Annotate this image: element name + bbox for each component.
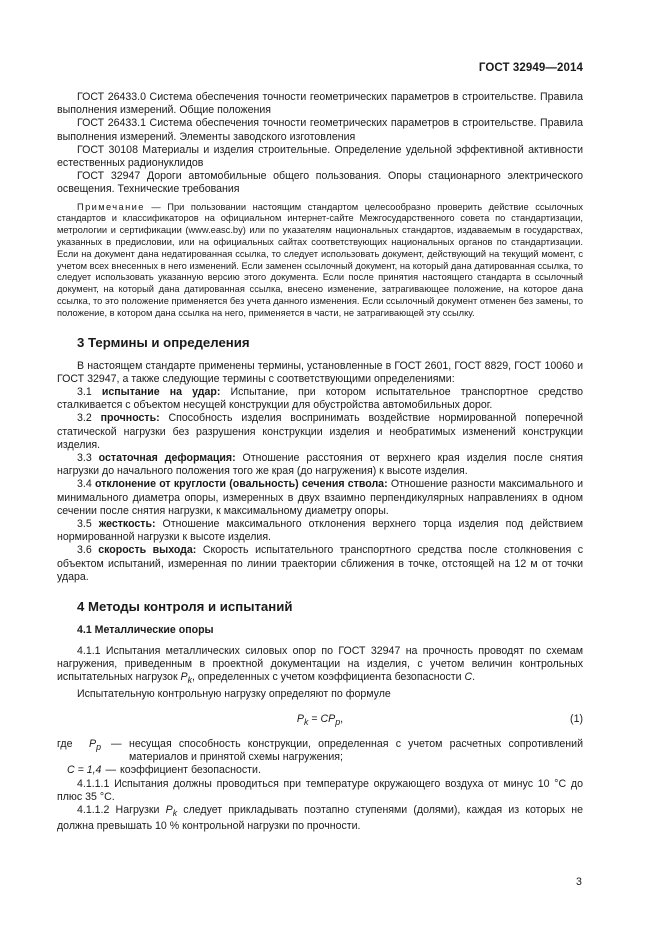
where-row (57, 764, 583, 777)
reference-item: ГОСТ 30108 Материалы и изделия строительные. Определение удельной эффективной активности естественных радионуклидов (57, 143, 583, 170)
reference-item: ГОСТ 32947 Дороги автомобильные общего пользования. Опоры стационарного электрического освещения. Технические требования (57, 170, 583, 196)
formula-subscript: p (335, 717, 341, 728)
term-text: Способность изделия воспринимать воздействие нормированной поперечной статической нагрузки без разрушения конструкции изделия и необратимых изменений конструкции изделия. (57, 412, 583, 451)
clause-text: . (472, 671, 476, 684)
clause-text: , определенных с учетом коэффициента безопасности (192, 671, 465, 684)
formula-intro: Испытательную контрольную нагрузку определяют по формуле (77, 687, 391, 700)
term-number: 3.1 (77, 386, 102, 398)
where-dash: — (111, 737, 122, 750)
where-text: несущая способность конструкции, определенная с учетом расчетных сопротивлений материалов и принятой схемы нагружения; (129, 737, 583, 764)
where-row (57, 738, 583, 764)
term-number: 3.5 (77, 518, 99, 531)
formula-symbol: P (296, 712, 304, 725)
formula-operator: = (308, 712, 321, 725)
term-number: 3.6 (77, 544, 99, 557)
clause-4-1-1-2 (57, 804, 583, 834)
term-definition (57, 452, 583, 478)
where-word: где (57, 737, 73, 750)
subsection-heading-metal-supports: 4.1 Металлические опоры (77, 624, 214, 637)
term-name: прочность: (100, 412, 160, 425)
clause-4-1-1-1: 4.1.1.1 Испытания должны проводиться при температуре окружающего воздуха от минус 10 °С до плюс 35 °С. (57, 777, 583, 803)
symbol: C (464, 671, 473, 684)
term-name: испытание на удар: (101, 386, 221, 398)
term-name: жесткость: (98, 518, 156, 531)
where-dash: — (105, 764, 117, 777)
symbol: C = 1,4 (67, 764, 102, 777)
note-label: Примечание (77, 201, 145, 212)
term-text: Скорость испытательного транспортного средства после столкновения с объектом испытаний, измеренная по линии траектории сближения в точке, отстоящей на 12 м от точки удара. (57, 544, 583, 583)
page-number: 3 (576, 876, 582, 888)
term-definition (57, 386, 583, 412)
symbol-subscript: k (172, 808, 178, 819)
term-text: Отношение максимального отклонения верхнего торца изделия под действием нормированной нагрузки к высоте изделия. (57, 518, 584, 544)
term-definition (57, 518, 583, 544)
term-name: отклонение от круглости (овальность) сечения ствола: (94, 478, 388, 491)
note-text: — При пользовании настоящим стандартом целесообразно проверить действие ссылочных стандартов и классификаторов на официальном интернет-сайте Межгосударственного совета по стандартизации, метрологии и сертификации (www.easc.by) или по указателям национальных стандартов, издаваемым в государствах, указанных в предисловии, или на официальных сайтах соответствующих национальных органов по стандартизации. Если на документ дана недатированная ссылка, то следует использовать документ, действующий на текущий момент, с учетом всех внесенных в него изменений. Если заменен ссылочный документ, на который дана датированная ссылка, то следует использовать указанную версию этого документа. Если после принятия настоящего стандарта в ссылочный документ, на который дана датированная ссылка, внесено изменение, затрагивающее положение, на которое дана ссылка, то это положение применяется без учета данного изменения. Если ссылочный документ отменен без замены, то положение, в котором дана ссылка на него, применяется в части, не затрагивающей эту ссылку. (57, 201, 583, 318)
formula-punctuation: , (340, 712, 344, 725)
symbol-subscript: k (187, 675, 193, 686)
symbol-subscript: p (96, 742, 101, 753)
formula-symbol: CP (320, 712, 336, 725)
section-intro: В настоящем стандарте применены термины, установленные в ГОСТ 2601, ГОСТ 8829, ГОСТ 10060 и ГОСТ 32947, а также следующие термины с соответствующими определениями: (57, 359, 583, 385)
note-block (57, 202, 583, 320)
term-text: Отношение разности максимального и минимального диаметра опоры, измеренных в двух взаимно перпендикулярных направлениях в одном сечении после снятия нагрузки, к максимальному диаметру опоры. (57, 478, 583, 517)
document-code-header: ГОСТ 32949—2014 (478, 62, 583, 74)
formula-number: (1) (570, 712, 583, 725)
page-content (57, 91, 583, 834)
term-name: скорость выхода: (98, 544, 197, 557)
section-heading-terms: 3 Термины и определения (77, 334, 250, 350)
formula-subscript: k (303, 717, 309, 728)
symbol: P (180, 671, 188, 684)
symbol: P (165, 803, 173, 816)
where-symbol (89, 738, 111, 764)
where-text: коэффициент безопасности. (120, 764, 261, 777)
term-number: 3.4 (77, 478, 95, 491)
term-definition (57, 412, 583, 452)
term-name: остаточная деформация: (98, 452, 236, 465)
clause-text: 4.1.1 Испытания металлических силовых опор по ГОСТ 32947 на прочность проводят по схемам нагружения, приведенным в проектной документации на изделия, с учетом величин контрольных испытательных нагрузок (57, 645, 583, 684)
reference-item: ГОСТ 26433.1 Система обеспечения точности геометрических параметров в строительстве. Правила выполнения измерений. Элементы заводского изготовления (57, 117, 583, 143)
term-number: 3.3 (77, 452, 99, 465)
clause-text: 4.1.1.2 Нагрузки (77, 803, 166, 816)
formula (57, 708, 583, 733)
term-text: Испытание, при котором испытательное транспортное средство сталкивается с объектом несущей конструкции для обустройства автомобильных дорог. (57, 386, 584, 412)
term-definition (57, 544, 583, 584)
term-definition (57, 478, 583, 518)
where-explanation (57, 738, 583, 764)
clause-text: следует прикладывать поэтапно ступенями (долями), каждая из которых не должна превышать 10 % контрольной нагрузки по прочности. (57, 803, 583, 833)
reference-item: ГОСТ 26433.0 Система обеспечения точности геометрических параметров в строительстве. Правила выполнения измерений. Общие положения (57, 91, 583, 117)
section-heading-methods: 4 Методы контроля и испытаний (77, 599, 293, 615)
symbol: P (89, 737, 97, 750)
clause-4-1-1 (57, 645, 583, 688)
formula-row (57, 708, 583, 730)
term-number: 3.2 (77, 412, 101, 425)
term-text: Отношение расстояния от верхнего края изделия после снятия нагрузки до начального положения того же края (до нагружения) к высоте изделия. (57, 452, 584, 478)
